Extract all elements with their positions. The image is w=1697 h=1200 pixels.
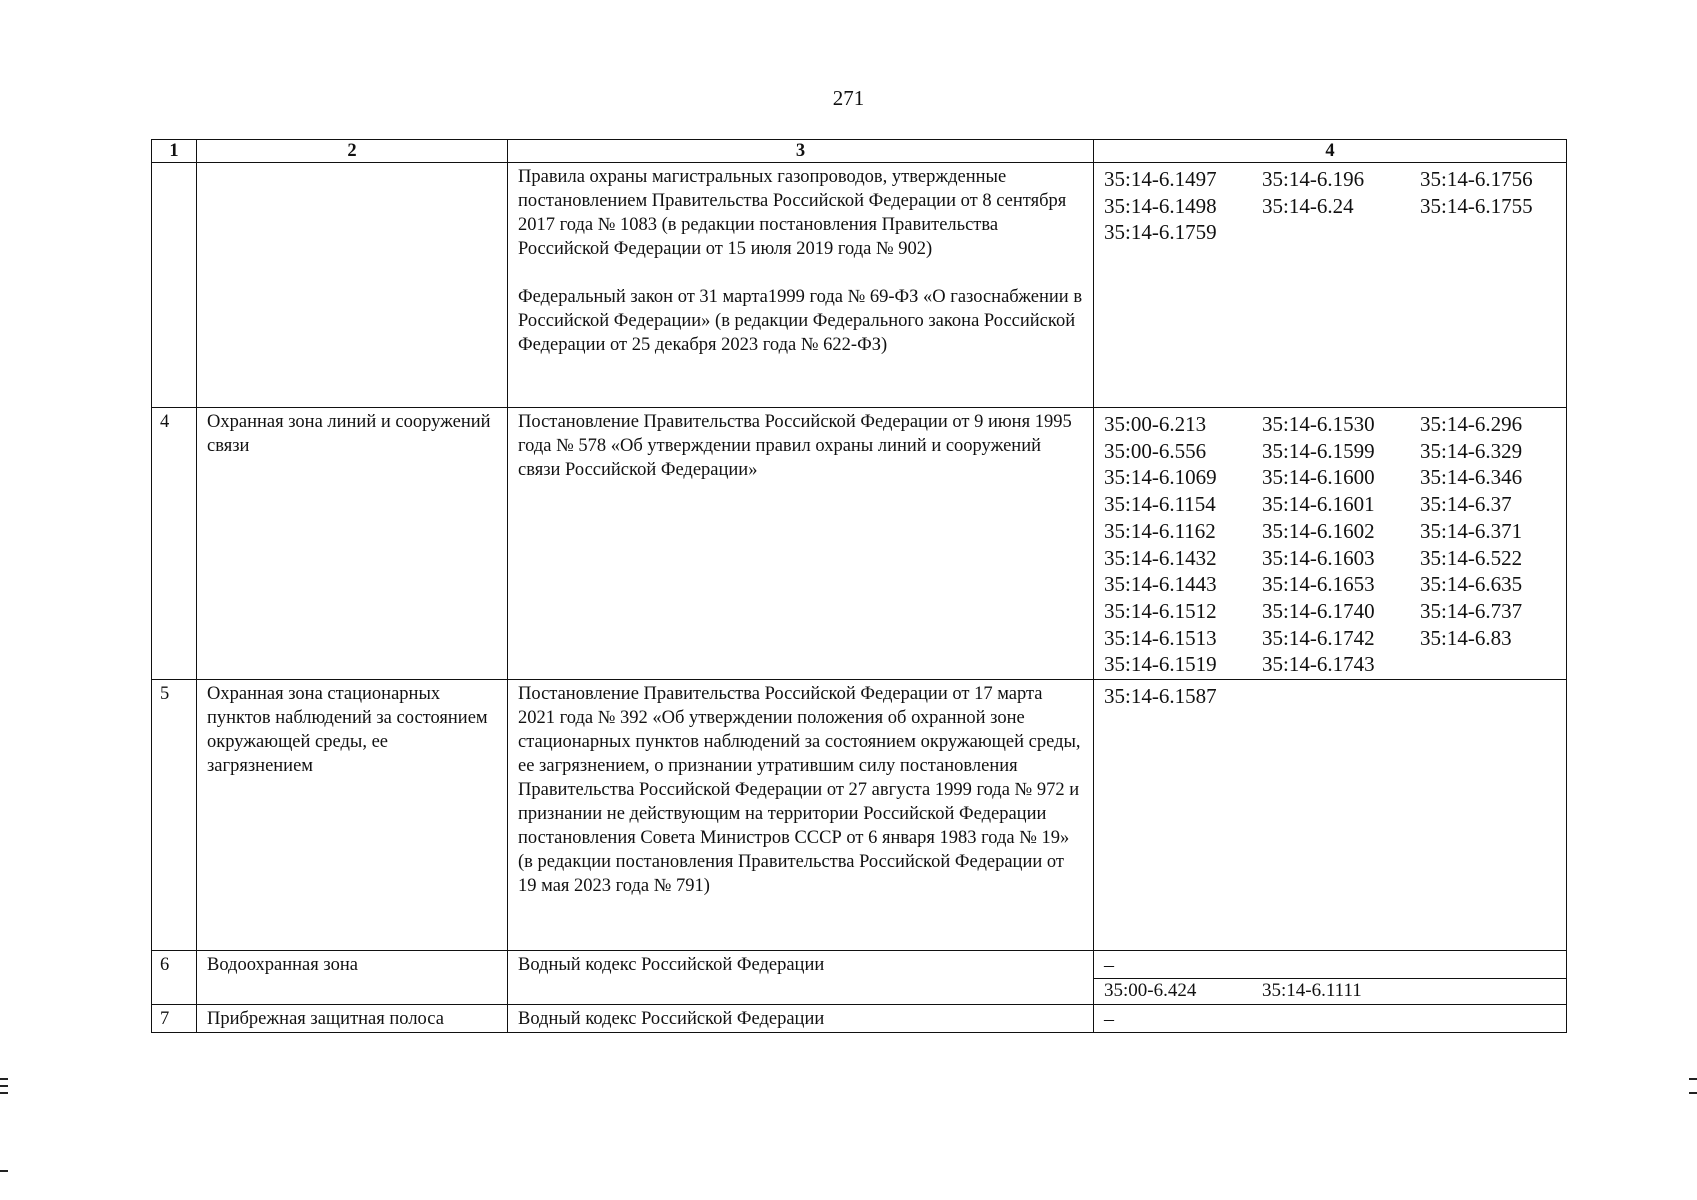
header-col-1: 1 (152, 140, 197, 163)
registry-code: 35:14-6.1755 (1420, 193, 1533, 218)
legal-basis-cell: Водный кодекс Российской Федерации (508, 1005, 1094, 1033)
left-margin-mark (0, 1170, 8, 1172)
registry-code: 35:14-6.296 (1420, 412, 1523, 436)
registry-code: 35:14-6.1587 (1104, 684, 1217, 709)
zones-table (151, 139, 1567, 1033)
registry-code: 35:00-6.424 (1104, 980, 1197, 1002)
registry-codes-cell (1094, 163, 1567, 408)
zone-name-cell: Водоохранная зона (197, 951, 508, 1005)
row-number-cell: 5 (152, 680, 197, 951)
registry-code: 35:14-6.1742 (1262, 625, 1375, 650)
codes-grid (1104, 165, 1556, 246)
registry-code: 35:14-6.1530 (1262, 412, 1375, 436)
legal-basis-cell: Водный кодекс Российской Федерации (508, 951, 1094, 1005)
row-number-cell (152, 163, 197, 408)
registry-code: 35:14-6.1513 (1104, 625, 1217, 650)
registry-code: 35:14-6.1601 (1262, 492, 1375, 517)
registry-code: 35:14-6.83 (1420, 625, 1512, 650)
registry-code: 35:14-6.346 (1420, 465, 1523, 490)
registry-code: 35:14-6.1756 (1420, 167, 1533, 191)
registry-code: 35:14-6.1599 (1262, 438, 1375, 463)
table-row (152, 951, 1567, 979)
registry-code: 35:14-6.1498 (1104, 193, 1217, 218)
registry-code: 35:14-6.196 (1262, 167, 1365, 191)
legal-text: Федеральный закон от 31 марта1999 года № 69-ФЗ «О газоснабжении в Российской Федерации» (в редакции Федерального закона Российской Федерации от 25 декабря 2023 года № 622-ФЗ) (518, 287, 1083, 355)
registry-code: 35:14-6.1602 (1262, 518, 1375, 543)
registry-code: 35:14-6.522 (1420, 545, 1523, 570)
empty-dash: – (1104, 1008, 1114, 1031)
registry-codes-cell (1094, 680, 1567, 951)
registry-code: 35:14-6.635 (1420, 572, 1523, 597)
row-number-cell: 7 (152, 1005, 197, 1033)
registry-code: 35:14-6.37 (1420, 492, 1512, 517)
registry-code: 35:14-6.1653 (1262, 572, 1375, 597)
page-number: 271 (832, 86, 865, 110)
registry-code: 35:14-6.1743 (1262, 652, 1375, 677)
header-col-3: 3 (508, 140, 1094, 163)
registry-code: 35:00-6.556 (1104, 438, 1207, 463)
right-margin-mark (1689, 1092, 1697, 1094)
registry-code: 35:14-6.1600 (1262, 465, 1375, 490)
row-number-cell: 6 (152, 951, 197, 1005)
legal-basis-cell (508, 163, 1094, 408)
registry-code: 35:14-6.1603 (1262, 545, 1375, 570)
registry-code: 35:14-6.1512 (1104, 598, 1217, 623)
zone-name-cell: Прибрежная защитная полоса (197, 1005, 508, 1033)
header-col-4: 4 (1094, 140, 1567, 163)
legal-basis-cell: Постановление Правительства Российской Федерации от 17 марта 2021 года № 392 «Об утверждении положения об охранной зоне стационарных пунктов наблюдений за состоянием окружающей среды, ее загрязнением, о признании утратившим силу постановления Правительства Российской Федерации от 27 августа 1999 года № 972 и признании не действующим на территории Российской Федерации постановления Совета Министров СССР от 6 января 1983 года № 19» (в редакции постановления Правительства Российской Федерации от 19 мая 2023 года № 791) (508, 680, 1094, 951)
registry-code: 35:14-6.1740 (1262, 598, 1375, 623)
registry-code: 35:14-6.1443 (1104, 572, 1217, 597)
zone-name-cell (197, 163, 508, 408)
registry-code: 35:14-6.1432 (1104, 545, 1217, 570)
registry-codes-cell (1094, 408, 1567, 680)
zone-name-cell: Охранная зона стационарных пунктов наблюдений за состоянием окружающей среды, ее загрязнением (197, 680, 508, 951)
table-row (152, 1005, 1567, 1033)
right-margin-mark (1689, 1078, 1697, 1080)
empty-dash: – (1104, 954, 1114, 977)
registry-codes-cell (1094, 979, 1567, 1005)
legal-basis-cell: Постановление Правительства Российской Федерации от 9 июня 1995 года № 578 «Об утверждении правил охраны линий и сооружений связи Российской Федерации» (508, 408, 1094, 680)
legal-text: Правила охраны магистральных газопроводов, утвержденные постановлением Правительства Российской Федерации от 8 сентября 2017 года № 1083 (в редакции постановления Правительства Российской Федерации от 15 июля 2019 года № 902) (518, 167, 1067, 259)
left-margin-mark (0, 1092, 8, 1094)
registry-code: 35:14-6.1519 (1104, 652, 1217, 677)
left-margin-mark (0, 1078, 8, 1080)
registry-code: 35:14-6.1162 (1104, 518, 1216, 543)
registry-code: 35:14-6.1759 (1104, 220, 1217, 245)
registry-code: 35:14-6.1069 (1104, 465, 1217, 490)
table-row (152, 408, 1567, 680)
codes-grid (1104, 979, 1556, 1002)
registry-codes-cell (1094, 951, 1567, 979)
header-col-2: 2 (197, 140, 508, 163)
table-header-row (152, 140, 1567, 163)
registry-code: 35:14-6.1111 (1262, 980, 1362, 1002)
codes-grid (1104, 410, 1556, 678)
registry-codes-cell (1094, 1005, 1567, 1033)
registry-code: 35:00-6.213 (1104, 412, 1207, 436)
registry-code: 35:14-6.24 (1262, 193, 1354, 218)
left-margin-mark (0, 1085, 8, 1087)
registry-code: 35:14-6.371 (1420, 518, 1523, 543)
registry-code: 35:14-6.1497 (1104, 167, 1217, 191)
registry-code: 35:14-6.737 (1420, 598, 1523, 623)
registry-code: 35:14-6.329 (1420, 438, 1523, 463)
table-row (152, 680, 1567, 951)
table-row (152, 163, 1567, 408)
registry-code: 35:14-6.1154 (1104, 492, 1216, 517)
row-number-cell: 4 (152, 408, 197, 680)
zone-name-cell: Охранная зона линий и сооружений связи (197, 408, 508, 680)
